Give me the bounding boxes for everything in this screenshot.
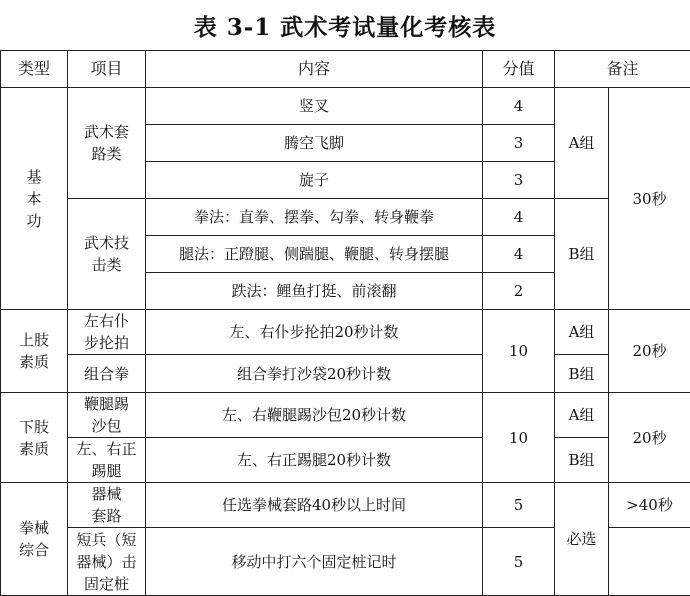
- table-row: [1, 483, 690, 528]
- content-cell: 拳法：直拳、摆拳、勾拳、转身鞭拳: [146, 199, 483, 236]
- type-cell: 拳械 综合: [1, 483, 68, 596]
- group-cell: B组: [555, 355, 609, 393]
- content-cell: 腿法：正蹬腿、侧踹腿、鞭腿、转身摆腿: [146, 236, 483, 273]
- item-cell: 左右仆 步抡拍: [68, 310, 146, 355]
- header-note: 备注: [555, 51, 690, 88]
- group-cell: A组: [555, 393, 609, 438]
- item-cell: 器械 套路: [68, 483, 146, 528]
- group-cell: A组: [555, 88, 609, 199]
- group-cell: B组: [555, 199, 609, 310]
- exam-table: [0, 50, 690, 596]
- header-score: 分值: [483, 51, 555, 88]
- header-content: 内容: [146, 51, 483, 88]
- content-cell: 任选拳械套路40秒以上时间: [146, 483, 483, 528]
- header-type: 类型: [1, 51, 68, 88]
- table-row: [1, 438, 690, 483]
- score-cell: 2: [483, 273, 555, 310]
- required-cell: 必选: [555, 483, 609, 596]
- item-cell: 组合拳: [68, 355, 146, 393]
- score-cell: 5: [483, 483, 555, 528]
- type-cell: 上肢 素质: [1, 310, 68, 393]
- time-note-cell: 20秒: [609, 393, 690, 483]
- item-cell: 武术套 路类: [68, 88, 146, 199]
- content-cell: 竖叉: [146, 88, 483, 125]
- header-item: 项目: [68, 51, 146, 88]
- table-row: [1, 88, 690, 125]
- score-cell: 3: [483, 162, 555, 199]
- content-cell: 组合拳打沙袋20秒计数: [146, 355, 483, 393]
- score-cell: 4: [483, 88, 555, 125]
- content-cell: 移动中打六个固定桩记时: [146, 528, 483, 596]
- time-note-cell: 20秒: [609, 310, 690, 393]
- group-cell: B组: [555, 438, 609, 483]
- content-cell: 左、右正踢腿20秒计数: [146, 438, 483, 483]
- content-cell: 左、右仆步抡拍20秒计数: [146, 310, 483, 355]
- header-row: [1, 51, 690, 88]
- item-cell: 鞭腿踢 沙包: [68, 393, 146, 438]
- group-cell: A组: [555, 310, 609, 355]
- item-cell: 左、右正 踢腿: [68, 438, 146, 483]
- content-cell: 腾空飞脚: [146, 125, 483, 162]
- type-cell: 基 本 功: [1, 88, 68, 310]
- score-cell: 4: [483, 199, 555, 236]
- time-note-cell: 30秒: [609, 88, 690, 310]
- table-row: [1, 310, 690, 355]
- item-cell: 短兵（短 器械）击 固定桩: [68, 528, 146, 596]
- table-row: [1, 355, 690, 393]
- score-cell: 4: [483, 236, 555, 273]
- table-title: 表 3-1 武术考试量化考核表: [0, 0, 690, 50]
- score-cell: 10: [483, 393, 555, 483]
- content-cell: 旋子: [146, 162, 483, 199]
- time-note-cell: >40秒: [609, 483, 690, 528]
- table-row: [1, 199, 690, 236]
- score-cell: 3: [483, 125, 555, 162]
- empty-cell: [609, 528, 690, 596]
- type-cell: 下肢 素质: [1, 393, 68, 483]
- score-cell: 10: [483, 310, 555, 393]
- content-cell: 跌法：鲤鱼打挺、前滚翻: [146, 273, 483, 310]
- content-cell: 左、右鞭腿踢沙包20秒计数: [146, 393, 483, 438]
- table-row: [1, 393, 690, 438]
- item-cell: 武术技 击类: [68, 199, 146, 310]
- score-cell: 5: [483, 528, 555, 596]
